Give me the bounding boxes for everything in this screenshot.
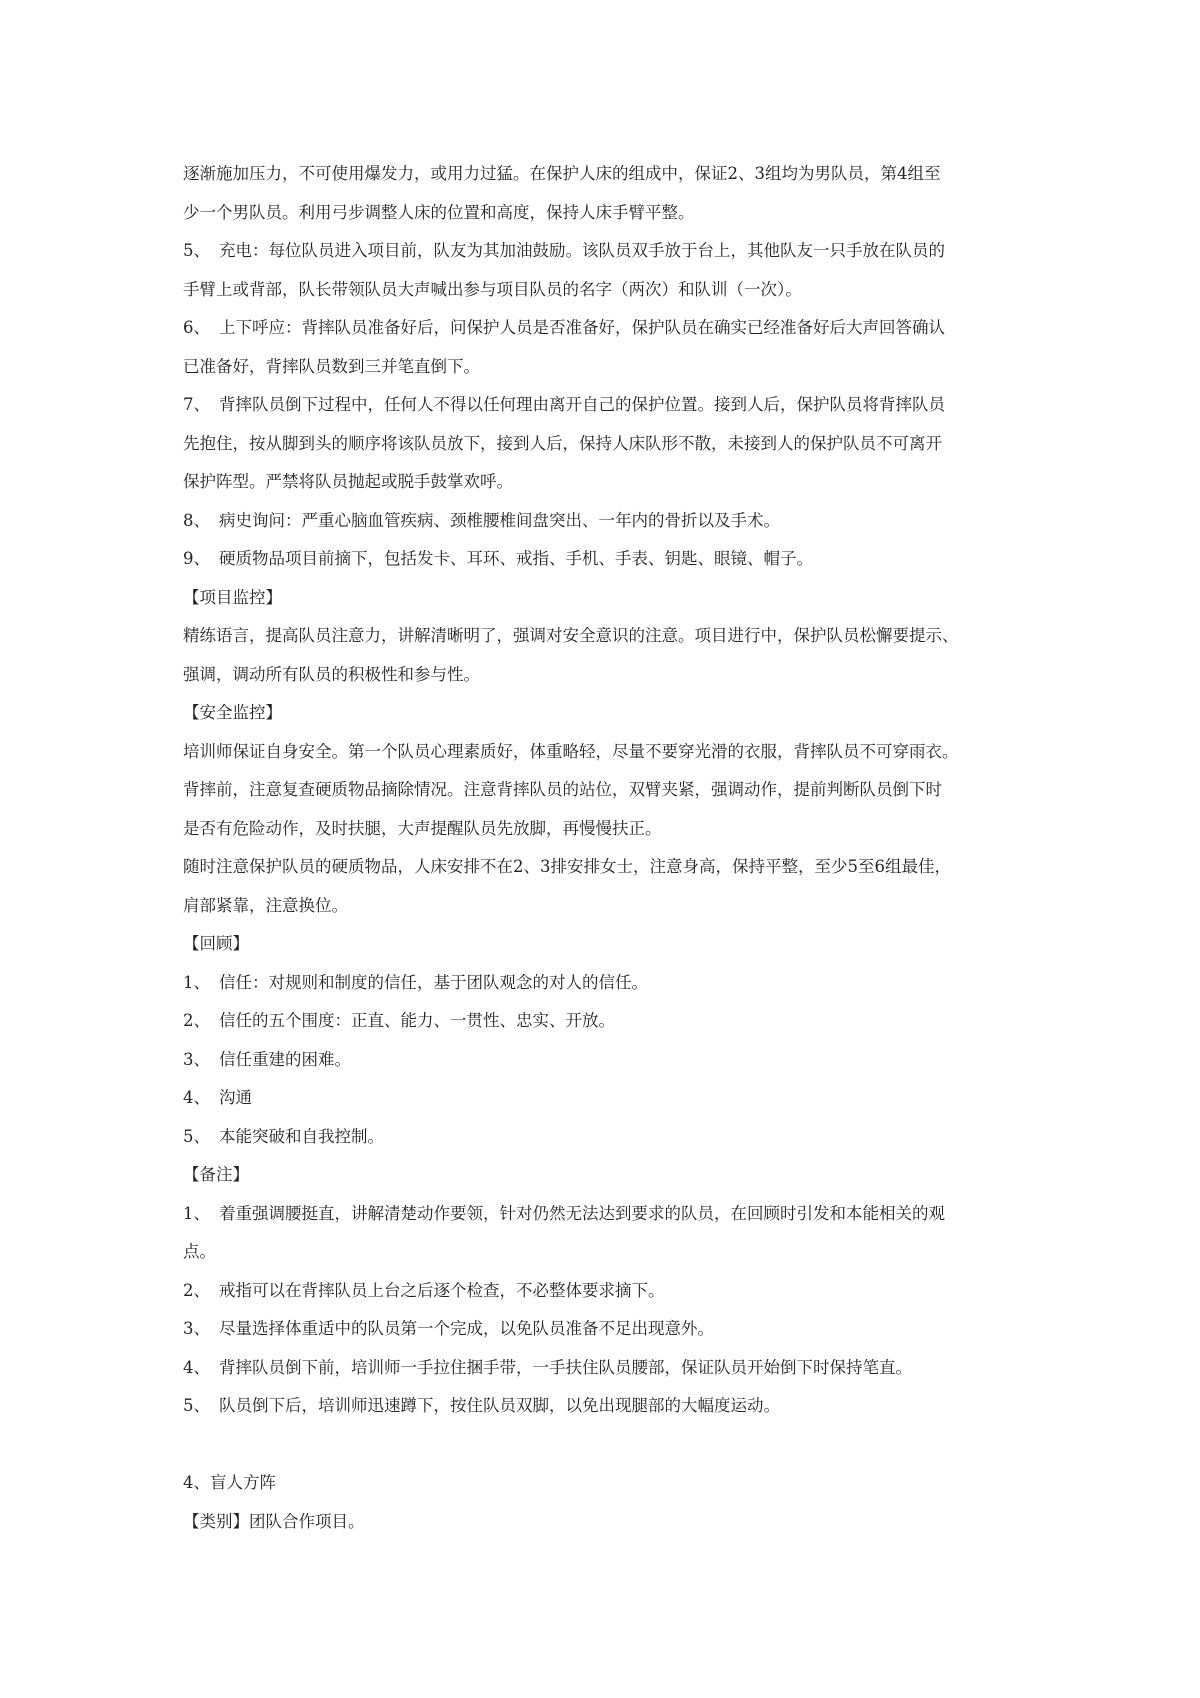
review-item-1 [183,964,1033,1003]
list-text: 背摔队员倒下过程中，任何人不得以任何理由离开自己的保护位置。接到人后，保护队员将背摔队员 [219,395,945,414]
list-item-line: 先抱住，按从脚到头的顺序将该队员放下，接到人后，保持人床队形不散，未接到人的保护队员不可离开 [183,433,942,453]
list-item-line: 保护阵型。严禁将队员抛起或脱手鼓掌欢呼。 [183,472,513,491]
list-item-line [183,502,1033,541]
list-number: 3、 [183,1049,210,1069]
list-text: 队员倒下后，培训师迅速蹲下，按住队员双脚，以免出现腿部的大幅度运动。 [219,1396,780,1415]
list-number: 3、 [183,1319,210,1338]
review-item-3 [183,1041,1033,1080]
list-item-line: 手臂上或背部，队长带领队员大声喊出参与项目队员的名字（两次）和队训（一次）。 [183,279,802,299]
list-number: 6、 [183,318,210,337]
list-number: 5、 [183,1126,210,1146]
note-item-3 [183,1310,1033,1349]
list-item-line [183,309,1033,348]
list-text: 沟通 [219,1088,252,1107]
list-number: 8、 [183,510,210,530]
paragraph-line: 背摔前，注意复查硬质物品摘除情况。注意背摔队员的站位，双臂夹紧，强调动作，提前判断队员倒下时 [183,780,942,799]
list-number: 1、 [183,972,210,992]
list-item-line [183,386,1033,425]
paragraph-line: 随时注意保护队员的硬质物品，人床安排不在2、3排安排女士，注意身高，保持平整，至少5至6组最佳， [183,857,951,876]
paragraph-line: 少一个男队员。利用弓步调整人床的位置和高度，保持人床手臂平整。 [183,202,695,222]
list-item-line: 点。 [183,1242,216,1261]
list-text: 上下呼应：背摔队员准备好后，问保护人员是否准备好，保护队员在确实已经准备好后大声回答确认 [219,318,945,337]
list-number: 7、 [183,395,210,414]
list-number: 5、 [183,1396,210,1415]
list-number: 2、 [183,1011,210,1030]
category-line: 【类别】团队合作项目。 [183,1511,365,1531]
list-text: 病史询问：严重心脑血管疾病、颈椎腰椎间盘突出、一年内的骨折以及手术。 [219,510,780,530]
paragraph-line: 逐渐施加压力，不可使用爆发力，或用力过猛。在保护人床的组成中，保证2、3组均为男队员，第4组至 [183,164,941,183]
list-text: 硬质物品项目前摘下，包括发卡、耳环、戒指、手机、手表、钥匙、眼镜、帽子。 [219,549,813,568]
list-text: 着重强调腰挺直，讲解清楚动作要领，针对仍然无法达到要求的队员，在回顾时引发和本能相关的观 [219,1203,945,1223]
review-item-4 [183,1079,1033,1118]
list-number: 1、 [183,1203,210,1223]
list-number: 4、 [183,1088,210,1107]
list-number: 4、 [183,1357,210,1377]
paragraph-line: 强调，调动所有队员的积极性和参与性。 [183,664,480,684]
list-text: 本能突破和自我控制。 [219,1126,384,1146]
list-item-line [183,540,1033,579]
list-text: 尽量选择体重适中的队员第一个完成，以免队员准备不足出现意外。 [219,1319,714,1338]
list-item-line [183,1195,1033,1234]
list-item-5 [183,232,1033,309]
list-item-8 [183,502,1033,541]
review-item-2 [183,1002,1033,1041]
review-item-5 [183,1118,1033,1157]
paragraph-line: 精练语言，提高队员注意力，讲解清晰明了，强调对安全意识的注意。项目进行中，保护队员松懈要提示、 [183,626,959,645]
section-heading-review: 【回顾】 [183,934,249,953]
list-item-line: 已准备好，背摔队员数到三并笔直倒下。 [183,356,480,376]
list-item-9 [183,540,1033,579]
section-heading-safety-monitoring: 【安全监控】 [183,703,282,722]
list-text: 信任的五个围度：正直、能力、一贯性、忠实、开放。 [219,1011,615,1030]
blank-line [183,1426,1033,1465]
list-number: 2、 [183,1280,210,1300]
section-heading-project-monitoring: 【项目监控】 [183,587,282,607]
list-text: 背摔队员倒下前，培训师一手拉住捆手带，一手扶住队员腰部，保证队员开始倒下时保持笔直。 [219,1357,912,1377]
list-item-6 [183,309,1033,386]
note-item-1 [183,1195,1033,1272]
list-number: 9、 [183,549,210,568]
paragraph-line: 培训师保证自身安全。第一个队员心理素质好，体重略轻，尽量不要穿光滑的衣服，背摔队员不可穿雨衣。 [183,741,959,761]
paragraph-line: 肩部紧靠，注意换位。 [183,895,348,915]
list-text: 信任：对规则和制度的信任，基于团队观念的对人的信任。 [219,972,648,992]
section-heading-notes: 【备注】 [183,1165,249,1184]
note-item-5 [183,1387,1033,1426]
note-item-2 [183,1272,1033,1311]
list-text: 信任重建的困难。 [219,1049,351,1069]
paragraph-line: 是否有危险动作，及时扶腿，大声提醒队员先放脚，再慢慢扶正。 [183,818,662,838]
note-item-4 [183,1349,1033,1388]
list-text: 充电：每位队员进入项目前，队友为其加油鼓励。该队员双手放于台上，其他队友一只手放在队员的 [219,241,945,260]
document-body [183,155,1033,1541]
section-title-blind-square: 4、盲人方阵 [183,1473,276,1492]
list-item-line [183,232,1033,271]
list-text: 戒指可以在背摔队员上台之后逐个检查，不必整体要求摘下。 [219,1280,665,1300]
list-item-7 [183,386,1033,502]
list-number: 5、 [183,241,210,260]
